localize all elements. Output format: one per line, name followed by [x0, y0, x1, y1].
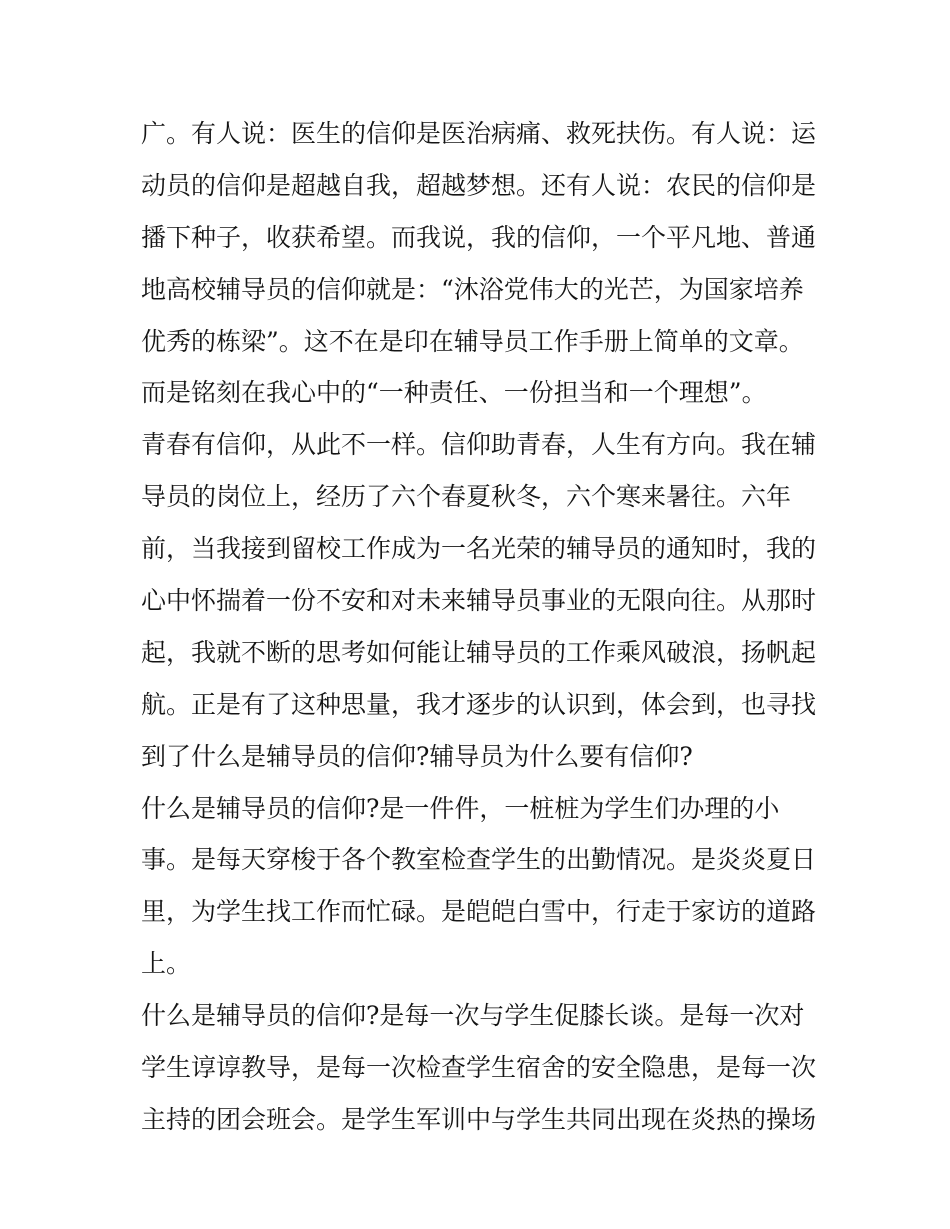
text-line: 到了什么是辅导员的信仰?辅导员为什么要有信仰?	[141, 741, 693, 771]
text-line: 什么是辅导员的信仰?是一件件，一桩桩为学生们办理的小	[141, 793, 780, 823]
text-line: 事。是每天穿梭于各个教室检查学生的出勤情况。是炎炎夏日	[141, 845, 817, 875]
text-line: 青春有信仰，从此不一样。信仰助青春，人生有方向。我在辅	[141, 430, 817, 460]
text-line: 而是铭刻在我心中的“一种责任、一份担当和一个理想”。	[141, 378, 767, 408]
text-line: 学生谆谆教导，是每一次检查学生宿舍的安全隐患，是每一次	[141, 1053, 817, 1083]
text-line: 地高校辅导员的信仰就是：“沐浴党伟大的光芒，为国家培养	[141, 274, 804, 304]
text-line: 广。有人说：医生的信仰是医治病痛、救死扶伤。有人说：运	[141, 119, 817, 148]
text-line: 心中怀揣着一份不安和对未来辅导员事业的无限向往。从那时	[141, 586, 817, 616]
text-line: 上。	[141, 949, 192, 979]
text-line: 航。正是有了这种思量，我才逐步的认识到，体会到，也寻找	[141, 689, 817, 719]
text-line: 什么是辅导员的信仰?是每一次与学生促膝长谈。是每一次对	[141, 1001, 805, 1031]
text-line: 导员的岗位上，经历了六个春夏秋冬，六个寒来暑往。六年	[141, 482, 792, 512]
text-line: 前，当我接到留校工作成为一名光荣的辅导员的通知时，我的	[141, 534, 817, 564]
text-line: 主持的团会班会。是学生军训中与学生共同出现在炎热的操场	[141, 1104, 817, 1134]
text-line: 起，我就不断的思考如何能让辅导员的工作乘风破浪，扬帆起	[141, 637, 817, 667]
text-line: 里，为学生找工作而忙碌。是皑皑白雪中，行走于家访的道路	[141, 897, 817, 927]
body-text	[141, 108, 821, 1146]
text-line: 播下种子，收获希望。而我说，我的信仰，一个平凡地、普通	[141, 222, 817, 252]
text-line: 动员的信仰是超越自我，超越梦想。还有人说：农民的信仰是	[141, 170, 817, 200]
text-line: 优秀的栋梁”。这不在是印在辅导员工作手册上简单的文章。	[141, 326, 804, 356]
